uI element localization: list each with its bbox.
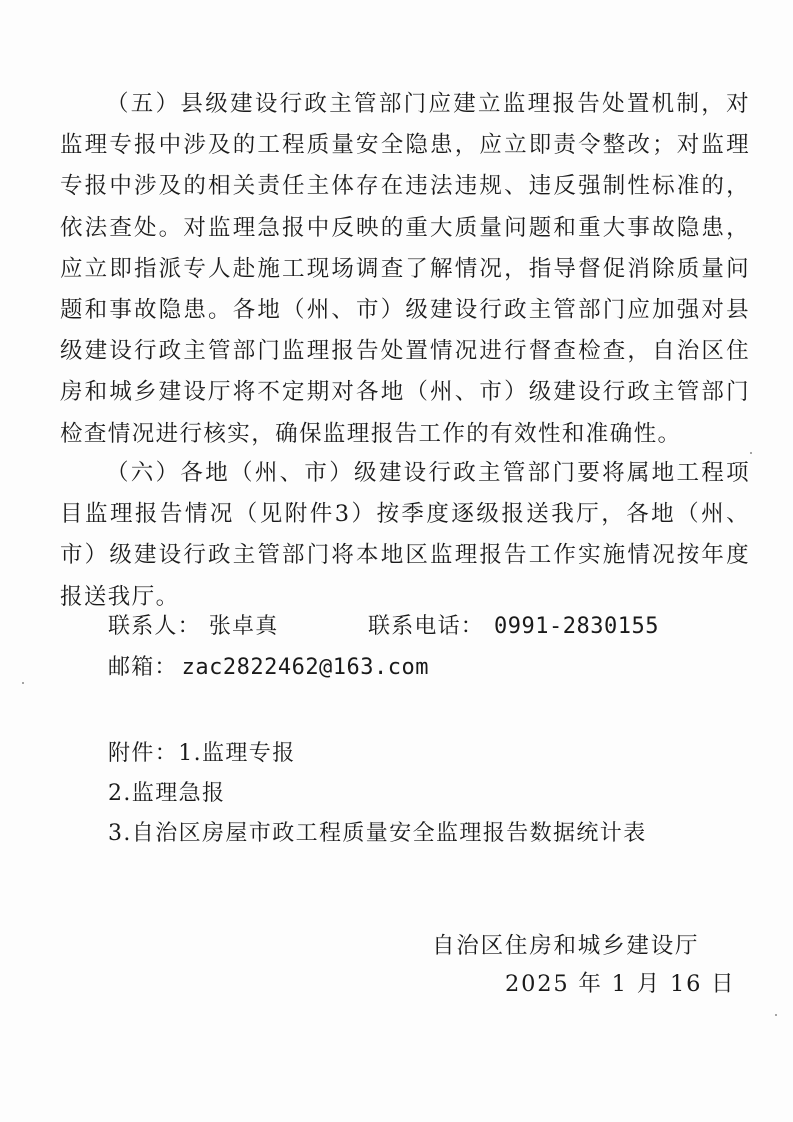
scan-speck (22, 682, 24, 684)
contact-phone-value: 0991-2830155 (494, 614, 659, 639)
paragraph-five: （五）县级建设行政主管部门应建立监理报告处置机制，对监理专报中涉及的工程质量安全隐患，应立即责令整改；对监理专报中涉及的相关责任主体存在违法违规、违反强制性标准的，依法查处。对监理急报中反映的重大质量问题和重大事故隐患，应立即指派专人赴施工现场调查了解情况，指导督促消除质量问题和事故隐患。各地（州、市）级建设行政主管部门应加强对县级建设行政主管部门监理报告处置情况进行督查检查，自治区住房和城乡建设厅将不定期对各地（州、市）级建设行政主管部门检查情况进行核实，确保监理报告工作的有效性和准确性。 (60, 91, 750, 447)
contact-phone (368, 609, 659, 640)
attachment-line-1 (108, 736, 296, 767)
contact-person-name: 张卓真 (208, 614, 279, 639)
issuer-name: 自治区住房和城乡建设厅 (432, 933, 700, 959)
contact-email (108, 650, 429, 681)
scan-speck (750, 452, 752, 454)
attachment-line-3 (108, 816, 647, 847)
contact-person-label: 联系人： (108, 614, 201, 639)
issue-date: 2025 年 1 月 16 日 (505, 971, 736, 997)
contact-email-value: zac2822462@163.com (181, 655, 430, 680)
attachment-item: 3.自治区房屋市政工程质量安全监理报告数据统计表 (108, 821, 647, 846)
paragraph-six: （六）各地（州、市）级建设行政主管部门要将属地工程项目监理报告情况（见附件3）按季度逐级报送我厅，各地（州、市）级建设行政主管部门将本地区监理报告工作实施情况按年度报送我厅。 (60, 460, 750, 610)
scan-speck (775, 1014, 777, 1016)
contact-phone-label: 联系电话： (368, 614, 485, 639)
attachment-line-2 (108, 776, 225, 807)
contact-person (108, 609, 278, 640)
attachment-item: 2.监理急报 (108, 781, 226, 806)
attachment-item: 1.监理专报 (178, 741, 296, 766)
attachments-label: 附件： (108, 741, 179, 766)
contact-email-label: 邮箱： (108, 655, 178, 680)
